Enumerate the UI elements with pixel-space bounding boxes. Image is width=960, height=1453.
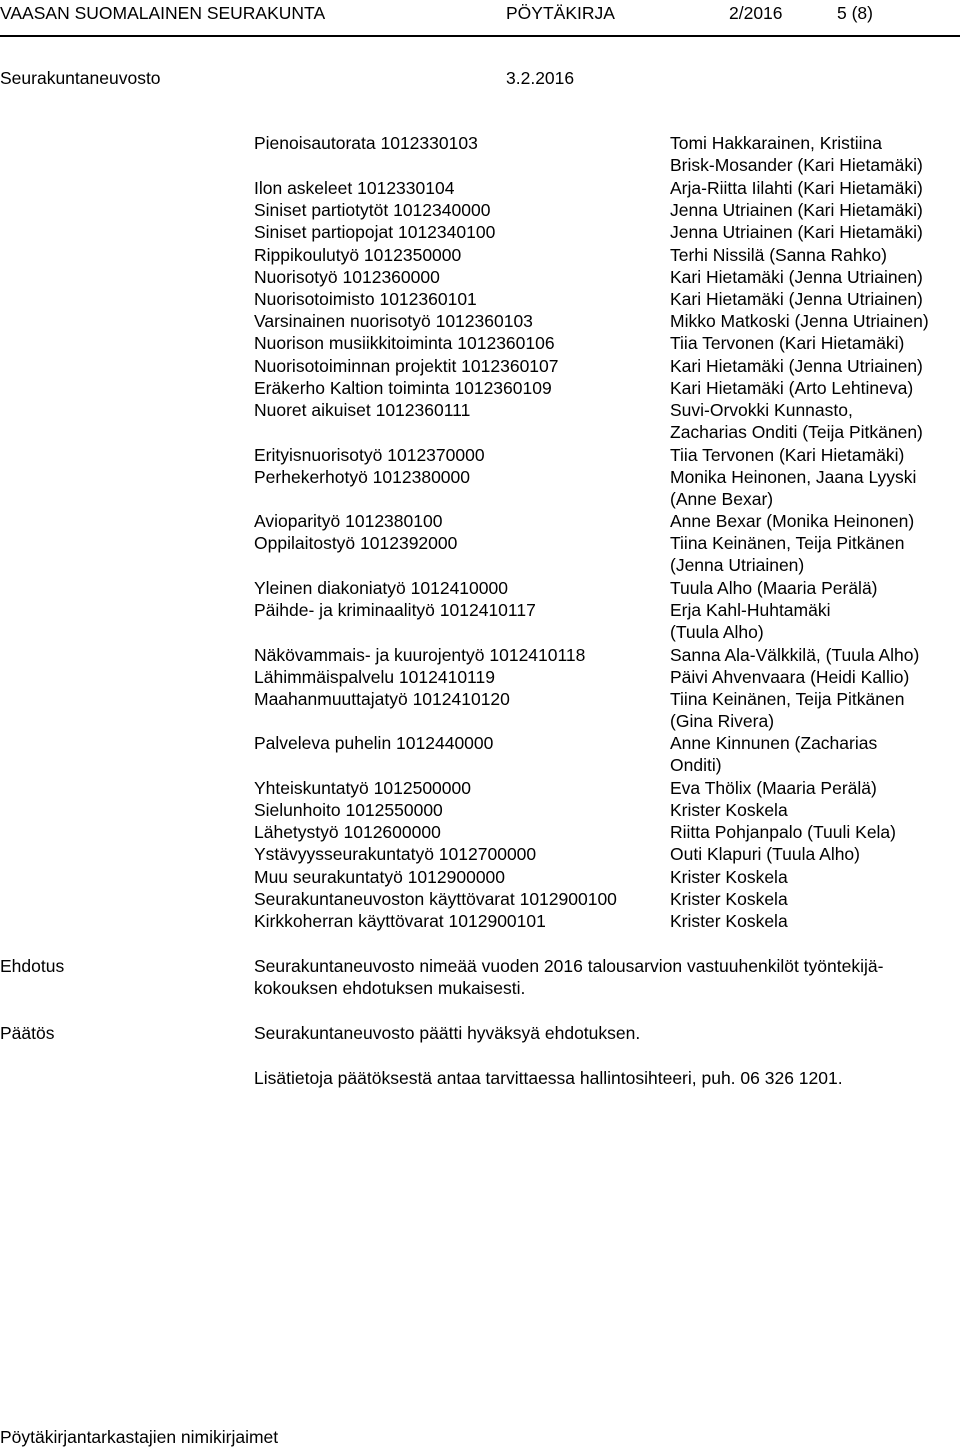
cost-center-name: Maahanmuuttajatyö 1012410120 [254, 689, 510, 709]
cost-center-name: Nuorisotyö 1012360000 [254, 267, 440, 287]
responsible-person: Riitta Pohjanpalo (Tuuli Kela) [670, 822, 896, 842]
footer-initials-note: Pöytäkirjantarkastajien nimikirjaimet [0, 1427, 279, 1447]
responsible-person: Jenna Utriainen (Kari Hietamäki) [670, 222, 923, 242]
proposal-text: Seurakuntaneuvosto nimeää vuoden 2016 talousarvion vastuuhenkilöt työntekijä- kokouksen ehdotuksen mukaisesti. [254, 956, 884, 998]
proposal-label: Ehdotus [0, 956, 65, 976]
cost-center-name: Nuorisotoiminnan projektit 1012360107 [254, 356, 559, 376]
document-number: 2/2016 [729, 3, 783, 23]
cost-center-name: Ilon askeleet 1012330104 [254, 178, 455, 198]
responsible-person: Tuula Alho (Maaria Perälä) [670, 578, 878, 598]
decision-info: Lisätietoja päätöksestä antaa tarvittaessa hallintosihteeri, puh. 06 326 1201. [254, 1068, 843, 1088]
cost-center-name: Sielunhoito 1012550000 [254, 800, 443, 820]
decision-text: Seurakuntaneuvosto päätti hyväksyä ehdotuksen. [254, 1023, 641, 1043]
responsible-person: Krister Koskela [670, 889, 788, 909]
cost-center-name: Päihde- ja kriminaalityö 1012410117 [254, 600, 536, 620]
responsible-person: Eva Thölix (Maaria Perälä) [670, 778, 877, 798]
responsible-person: Kari Hietamäki (Jenna Utriainen) [670, 267, 923, 287]
responsible-person: Outi Klapuri (Tuula Alho) [670, 844, 860, 864]
responsible-person: Kari Hietamäki (Jenna Utriainen) [670, 356, 923, 376]
decision-label: Päätös [0, 1023, 55, 1043]
meeting-date: 3.2.2016 [506, 68, 575, 88]
cost-center-name: Nuorisotoimisto 1012360101 [254, 289, 477, 309]
responsible-person: Krister Koskela [670, 911, 788, 931]
cost-center-name: Nuoret aikuiset 1012360111 [254, 400, 471, 420]
header-divider [0, 35, 960, 37]
responsible-person: Tomi Hakkarainen, Kristiina Brisk-Mosander (Kari Hietamäki) [670, 133, 923, 176]
cost-center-name: Muu seurakuntatyö 1012900000 [254, 867, 506, 887]
responsible-person: Päivi Ahvenvaara (Heidi Kallio) [670, 667, 910, 687]
responsible-person: Suvi-Orvokki Kunnasto, Zacharias Onditi (Teija Pitkänen) [670, 400, 923, 443]
cost-center-name: Yhteiskuntatyö 1012500000 [254, 778, 471, 798]
cost-center-name: Oppilaitostyö 1012392000 [254, 533, 458, 553]
cost-center-name: Kirkkoherran käyttövarat 1012900101 [254, 911, 546, 931]
cost-center-name: Pienoisautorata 1012330103 [254, 133, 478, 153]
responsible-person: Tiia Tervonen (Kari Hietamäki) [670, 333, 905, 353]
cost-center-name: Eräkerho Kaltion toiminta 1012360109 [254, 378, 552, 398]
responsible-person: Tiina Keinänen, Teija Pitkänen (Gina Rivera) [670, 689, 905, 732]
cost-center-name: Seurakuntaneuvoston käyttövarat 1012900100 [254, 889, 617, 909]
responsible-person: Tiina Keinänen, Teija Pitkänen (Jenna Utriainen) [670, 533, 905, 576]
page-number: 5 (8) [837, 3, 873, 23]
responsible-person: Krister Koskela [670, 800, 788, 820]
cost-center-name: Nuorison musiikkitoiminta 1012360106 [254, 333, 555, 353]
responsible-person: Erja Kahl-Huhtamäki (Tuula Alho) [670, 600, 831, 643]
cost-center-name: Varsinainen nuorisotyö 1012360103 [254, 311, 533, 331]
meeting-body: Seurakuntaneuvosto [0, 68, 161, 88]
cost-center-name: Rippikoulutyö 1012350000 [254, 245, 462, 265]
responsible-person: Sanna Ala-Välkkilä, (Tuula Alho) [670, 645, 920, 665]
cost-center-name: Näkövammais- ja kuurojentyö 1012410118 [254, 645, 586, 665]
responsible-person: Krister Koskela [670, 867, 788, 887]
cost-center-name: Erityisnuorisotyö 1012370000 [254, 445, 485, 465]
cost-center-name: Palveleva puhelin 1012440000 [254, 733, 494, 753]
cost-center-name: Lähimmäispalvelu 1012410119 [254, 667, 495, 687]
cost-center-name: Ystävyysseurakuntatyö 1012700000 [254, 844, 537, 864]
responsible-person: Anne Bexar (Monika Heinonen) [670, 511, 915, 531]
responsible-person: Terhi Nissilä (Sanna Rahko) [670, 245, 887, 265]
cost-center-name: Siniset partiopojat 1012340100 [254, 222, 496, 242]
responsible-person: Monika Heinonen, Jaana Lyyski (Anne Bexar) [670, 467, 917, 510]
responsible-person: Tiia Tervonen (Kari Hietamäki) [670, 445, 905, 465]
cost-center-name: Siniset partiotytöt 1012340000 [254, 200, 491, 220]
responsible-person: Anne Kinnunen (Zacharias Onditi) [670, 733, 878, 776]
organization-name: VAASAN SUOMALAINEN SEURAKUNTA [0, 3, 326, 23]
cost-center-name: Perhekerhotyö 1012380000 [254, 467, 471, 487]
cost-center-name: Avioparityö 1012380100 [254, 511, 443, 531]
responsible-person: Arja-Riitta Iilahti (Kari Hietamäki) [670, 178, 923, 198]
responsible-person: Kari Hietamäki (Arto Lehtineva) [670, 378, 914, 398]
responsible-person: Mikko Matkoski (Jenna Utriainen) [670, 311, 929, 331]
cost-center-name: Lähetystyö 1012600000 [254, 822, 441, 842]
cost-center-name: Yleinen diakoniatyö 1012410000 [254, 578, 508, 598]
responsible-person: Jenna Utriainen (Kari Hietamäki) [670, 200, 923, 220]
responsible-person: Kari Hietamäki (Jenna Utriainen) [670, 289, 923, 309]
document-type: PÖYTÄKIRJA [506, 3, 615, 23]
